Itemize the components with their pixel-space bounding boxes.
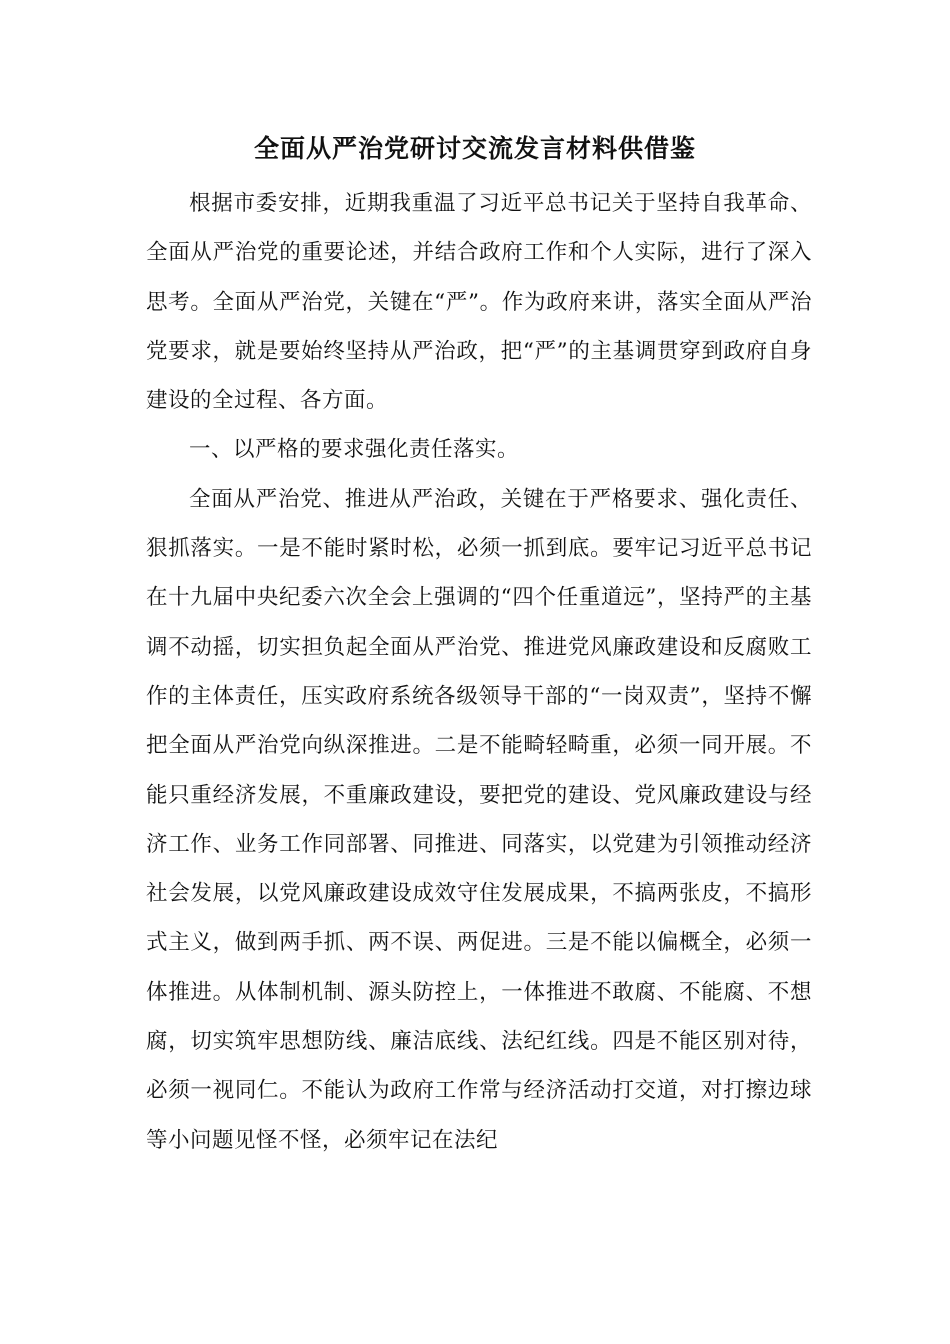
section-heading-1: 一、以严格的要求强化责任落实。 <box>189 437 520 463</box>
document-body <box>146 179 812 1165</box>
paragraph-intro: 根据市委安排，近期我重温了习近平总书记关于坚持自我革命、全面从严治党的重要论述，并结合政府工作和个人实际，进行了深入思考。全面从严治党，关键在“严”。作为政府来讲，落实全面从严治党要求，就是要始终坚持从严治政，把“严”的主基调贯穿到政府自身建设的全过程、各方面。 <box>146 191 812 414</box>
paragraph-section-1: 全面从严治党、推进从严治政，关键在于严格要求、强化责任、狠抓落实。一是不能时紧时松，必须一抓到底。要牢记习近平总书记在十九届中央纪委六次全会上强调的“四个任重道远”，坚持严的主基调不动摇，切实担负起全面从严治党、推进党风廉政建设和反腐败工作的主体责任，压实政府系统各级领导干部的“一岗双责”，坚持不懈把全面从严治党向纵深推进。二是不能畸轻畸重，必须一同开展。不能只重经济发展，不重廉政建设，要把党的建设、党风廉政建设与经济工作、业务工作同部署、同推进、同落实，以党建为引领推动经济社会发展，以党风廉政建设成效守住发展成果，不搞两张皮，不搞形式主义，做到两手抓、两不误、两促进。三是不能以偏概全，必须一体推进。从体制机制、源头防控上，一体推进不敢腐、不能腐、不想腐，切实筑牢思想防线、廉洁底线、法纪红线。四是不能区别对待，必须一视同仁。不能认为政府工作常与经济活动打交道，对打擦边球等小问题见怪不怪，必须牢记在法纪 <box>146 486 812 1153</box>
document-title: 全面从严治党研讨交流发言材料供借鉴 <box>253 134 696 163</box>
